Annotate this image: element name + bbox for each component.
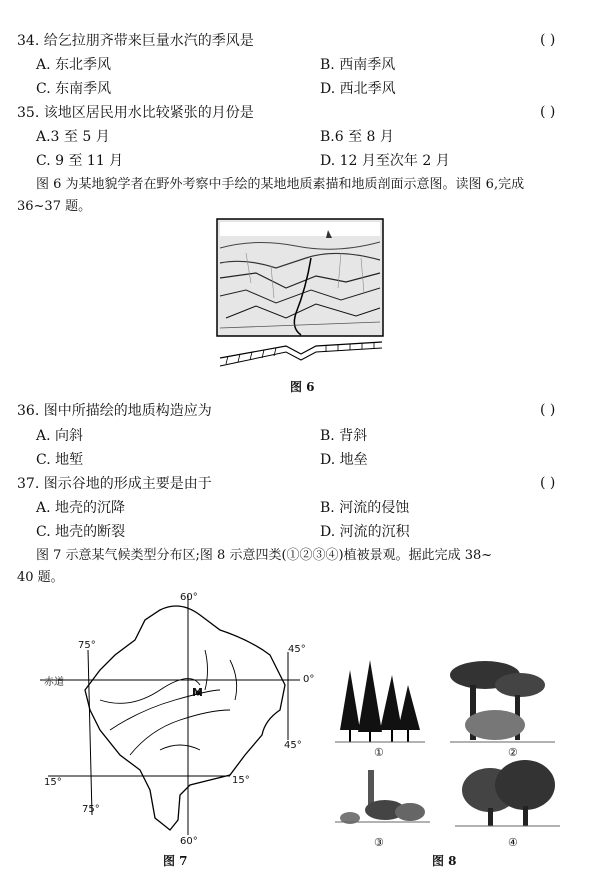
intro7-line2: 40 题。	[17, 570, 64, 585]
q35-stem: 35. 该地区居民用水比较紧张的月份是	[17, 105, 254, 121]
q37-option-b: B. 河流的侵蚀	[320, 500, 410, 516]
vegetation-label-2: ②	[508, 746, 518, 759]
map-label-lon60-top: 60°	[180, 592, 198, 603]
q37-option-d: D. 河流的沉积	[320, 524, 410, 540]
vegetation-1-coniferous	[335, 660, 425, 742]
q34-option-a: A. 东北季风	[36, 57, 112, 73]
q37-answer-paren: ( )	[540, 475, 556, 491]
map-label-lat15-left: 15°	[44, 777, 62, 788]
map-label-point-m: M	[192, 686, 203, 699]
q36-stem: 36. 图中所描绘的地质构造应为	[17, 403, 212, 419]
q34-stem: 34. 给乞拉朋齐带来巨量水汽的季风是	[17, 33, 254, 49]
map-label-lat45-right-low: 45°	[284, 740, 302, 751]
q36-option-c: C. 地堑	[36, 452, 84, 468]
map-label-lat15-right: 15°	[232, 775, 250, 786]
map-label-lon60-bottom: 60°	[180, 836, 198, 847]
q37-option-c: C. 地壳的断裂	[36, 524, 126, 540]
q36-answer-paren: ( )	[540, 402, 556, 418]
q35-option-d: D. 12 月至次年 2 月	[320, 153, 450, 169]
q37-option-a: A. 地壳的沉降	[36, 500, 126, 516]
figure-6-geology-sketch	[216, 218, 386, 370]
vegetation-label-4: ④	[508, 836, 518, 849]
map-label-equator: 赤道	[44, 677, 64, 688]
q35-option-c: C. 9 至 11 月	[36, 153, 124, 169]
q37-stem: 37. 图示谷地的形成主要是由于	[17, 476, 212, 492]
figure-8-vegetation	[330, 650, 570, 850]
figure-7-caption: 图 7	[163, 854, 188, 868]
vegetation-2-forest	[450, 661, 555, 742]
figure-7-climate-map	[30, 590, 330, 850]
map-label-lon75-top: 75°	[78, 640, 96, 651]
intro6-line2: 36~37 题。	[17, 199, 92, 214]
q35-answer-paren: ( )	[540, 104, 556, 120]
q36-option-d: D. 地垒	[320, 452, 368, 468]
map-label-lat0: 0°	[303, 674, 315, 685]
q34-option-c: C. 东南季风	[36, 81, 112, 97]
figure-6-caption: 图 6	[290, 380, 315, 394]
map-label-lat45-right: 45°	[288, 644, 306, 655]
vegetation-4-broadleaf	[455, 760, 560, 826]
figure-8-caption: 图 8	[432, 854, 457, 868]
vegetation-label-1: ①	[374, 746, 384, 759]
map-label-lon75-bottom: 75°	[82, 804, 100, 815]
intro7-line1: 图 7 示意某气候类型分布区;图 8 示意四类(①②③④)植被景观。据此完成 38~	[36, 548, 493, 563]
vegetation-3-desert	[335, 770, 430, 824]
q35-option-a: A.3 至 5 月	[36, 129, 110, 145]
q34-answer-paren: ( )	[540, 32, 556, 48]
q36-option-b: B. 背斜	[320, 428, 368, 444]
intro6-line1: 图 6 为某地貌学者在野外考察中手绘的某地地质素描和地质剖面示意图。读图 6,完成	[36, 177, 525, 192]
q36-option-a: A. 向斜	[36, 428, 84, 444]
vegetation-label-3: ③	[374, 836, 384, 849]
q35-option-b: B.6 至 8 月	[320, 129, 394, 145]
q34-option-d: D. 西北季风	[320, 81, 396, 97]
q34-option-b: B. 西南季风	[320, 57, 396, 73]
